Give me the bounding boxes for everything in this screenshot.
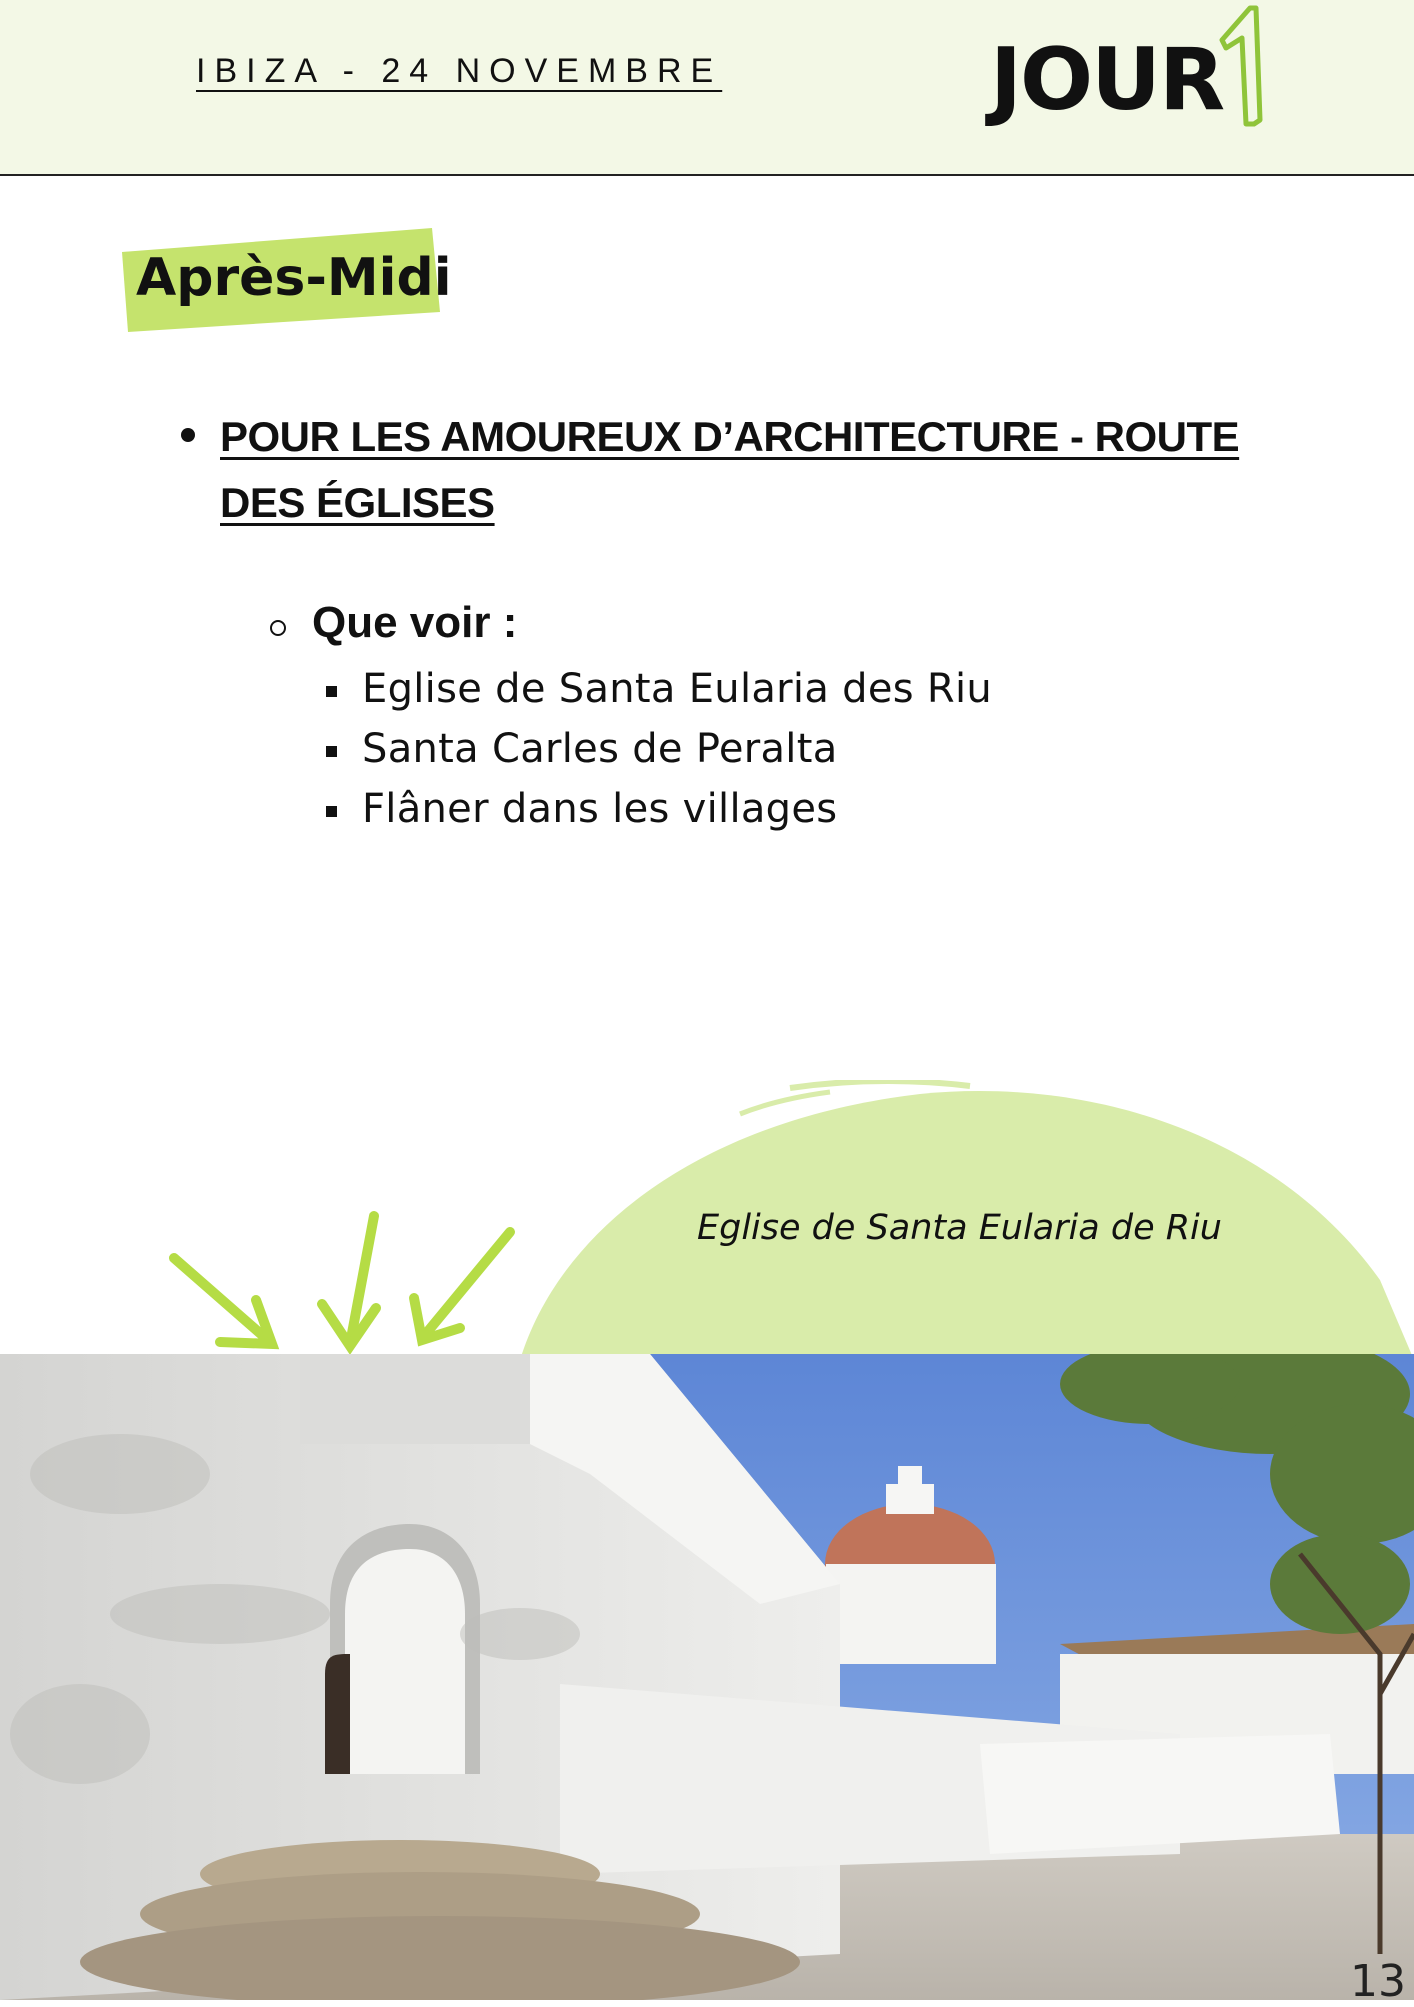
bullet-circle-icon xyxy=(270,620,286,636)
day-label: JOUR xyxy=(990,30,1224,130)
what-to-see-heading: Que voir : xyxy=(312,598,518,647)
activity-title: POUR LES AMOUREUX D’ARCHITECTURE - ROUTE DES ÉGLISES xyxy=(220,413,1240,526)
list-item: Flâner dans les villages xyxy=(362,786,838,832)
square-bullet-icon xyxy=(326,806,337,817)
page-header xyxy=(0,0,1414,176)
square-bullet-icon xyxy=(326,746,337,757)
arrows-icon xyxy=(160,1200,530,1360)
afternoon-tag xyxy=(114,228,452,332)
page-number: 13 xyxy=(1350,1956,1406,2007)
day-number-graphic xyxy=(1210,0,1280,130)
square-bullet-icon xyxy=(326,686,337,697)
afternoon-label: Après-Midi xyxy=(136,248,452,308)
photo-caption: Eglise de Santa Eularia de Riu xyxy=(697,1208,1222,1248)
trip-date: IBIZA - 24 NOVEMBRE xyxy=(196,52,723,90)
list-item: Eglise de Santa Eularia des Riu xyxy=(362,666,993,712)
list-item: Santa Carles de Peralta xyxy=(362,726,838,772)
church-photo xyxy=(0,1354,1414,2000)
bullet-disc-icon xyxy=(181,428,195,442)
